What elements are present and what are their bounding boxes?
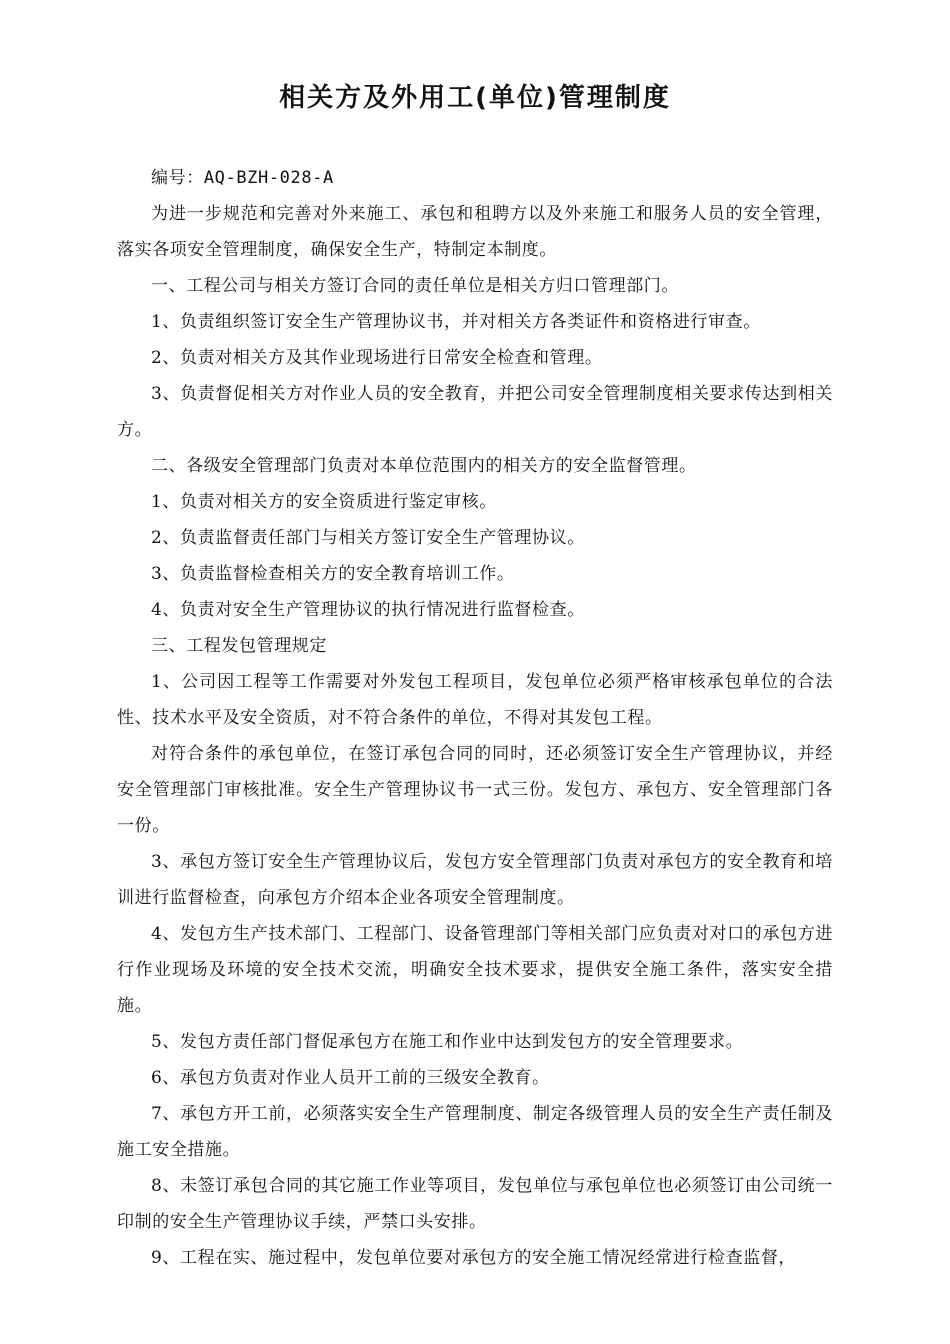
paragraph-2-4: 4、负责对安全生产管理协议的执行情况进行监督检查。 [151,600,585,620]
paragraph-1-2: 2、负责对相关方及其作业现场进行日常安全检查和管理。 [151,348,603,368]
paragraph-3-1: 1、公司因工程等工作需要对外发包工程项目，发包单位必须严格审核承包单位的合法性、技术水平及安全资质，对不符合条件的单位，不得对其发包工程。 [117,672,833,728]
paragraph-3-7: 7、承包方开工前，必须落实安全生产管理制度、制定各级管理人员的安全生产责任制及施工安全措施。 [117,1104,833,1160]
paragraph-1-1: 1、负责组织签订安全生产管理协议书，并对相关方各类证件和资格进行审查。 [151,312,761,332]
paragraph-2-3: 3、负责监督检查相关方的安全教育培训工作。 [151,564,515,584]
paragraph-3-5: 5、发包方责任部门督促承包方在施工和作业中达到发包方的安全管理要求。 [151,1032,744,1052]
paragraph-3-2: 对符合条件的承包单位，在签订承包合同的同时，还必须签订安全生产管理协议，并经安全管理部门审核批准。安全生产管理协议书一式三份。发包方、承包方、安全管理部门各一份。 [117,744,833,836]
document-body [117,160,833,1276]
section-heading-1: 一、工程公司与相关方签订合同的责任单位是相关方归口管理部门。 [151,276,679,296]
paragraph-2-2: 2、负责监督责任部门与相关方签订安全生产管理协议。 [151,528,585,548]
paragraph-3-3: 3、承包方签订安全生产管理协议后，发包方安全管理部门负责对承包方的安全教育和培训进行监督检查，向承包方介绍本企业各项安全管理制度。 [117,852,833,908]
document-code-label: 编号： [151,168,204,188]
paragraph-3-8: 8、未签订承包合同的其它施工作业等项目，发包单位与承包单位也必须签订由公司统一印制的安全生产管理协议手续，严禁口头安排。 [117,1176,833,1232]
paragraph-intro: 为进一步规范和完善对外来施工、承包和租聘方以及外来施工和服务人员的安全管理，落实各项安全管理制度，确保安全生产，特制定本制度。 [117,204,833,260]
paragraph-2-1: 1、负责对相关方的安全资质进行鉴定审核。 [151,492,497,512]
document-code-value: AQ-BZH-028-A [203,168,334,188]
paragraph-3-9: 9、工程在实、施过程中，发包单位要对承包方的安全施工情况经常进行检查监督， [151,1248,797,1268]
document-code-line [117,160,833,196]
section-heading-3: 三、工程发包管理规定 [151,636,327,656]
paragraph-3-4: 4、发包方生产技术部门、工程部门、设备管理部门等相关部门应负责对对口的承包方进行作业现场及环境的安全技术交流，明确安全技术要求，提供安全施工条件，落实安全措施。 [117,924,833,1016]
paragraph-3-6: 6、承包方负责对作业人员开工前的三级安全教育。 [151,1068,550,1088]
section-heading-2: 二、各级安全管理部门负责对本单位范围内的相关方的安全监督管理。 [151,456,697,476]
paragraph-1-3: 3、负责督促相关方对作业人员的安全教育，并把公司安全管理制度相关要求传达到相关方。 [117,384,833,440]
document-title: 相关方及外用工(单位)管理制度 [279,83,671,113]
